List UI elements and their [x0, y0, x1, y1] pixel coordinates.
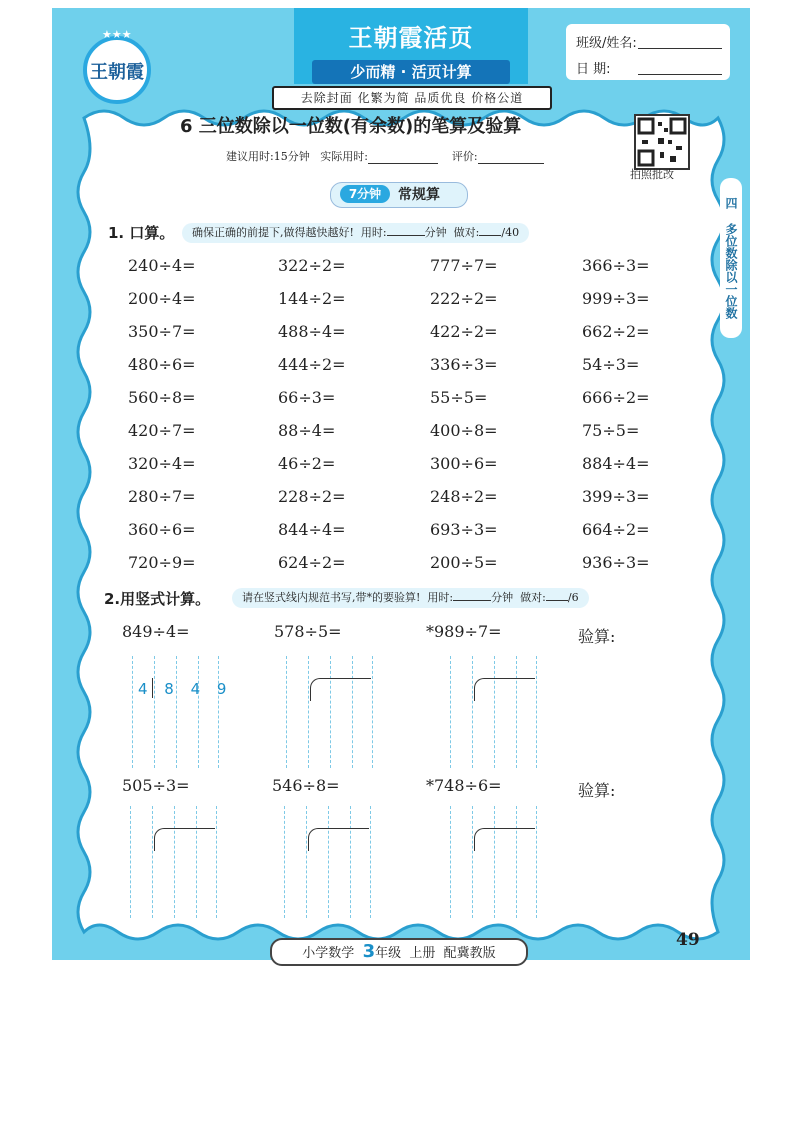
oral-problem: 46÷2= — [278, 454, 336, 473]
section1-heading: 1. 口算。 — [108, 224, 175, 242]
example-digits: 4 8 4 9 — [138, 680, 233, 698]
page-number: 49 — [676, 930, 700, 950]
oral-problem: 936÷3= — [582, 553, 650, 572]
oral-problem: 75÷5= — [582, 421, 640, 440]
rating-label: 评价: — [451, 150, 478, 163]
logo-text: 王朝霞 — [90, 62, 144, 83]
division-grid[interactable] — [282, 656, 374, 768]
name-box — [566, 24, 730, 80]
oral-problem: 228÷2= — [278, 487, 346, 506]
oral-problem: 55÷5= — [430, 388, 488, 407]
oral-problem: 662÷2= — [582, 322, 650, 341]
lesson-meta — [226, 148, 544, 164]
oral-problem: 420÷7= — [128, 421, 196, 440]
column-problem: 849÷4= — [122, 622, 190, 641]
oral-problem: 720÷9= — [128, 553, 196, 572]
oral-problem: 488÷4= — [278, 322, 346, 341]
oral-problem: 444÷2= — [278, 355, 346, 374]
oral-problem: 777÷7= — [430, 256, 498, 275]
division-grid[interactable] — [280, 806, 372, 918]
brand-slogan: 少而精 · 活页计算 — [312, 60, 510, 84]
brand-logo — [58, 20, 176, 104]
oral-problem: 54÷3= — [582, 355, 640, 374]
oral-problem: 399÷3= — [582, 487, 650, 506]
tag-time: 7分钟 — [340, 185, 390, 203]
oral-problem: 884÷4= — [582, 454, 650, 473]
footer-badge: 小学数学 3年级 上册 配冀教版 — [270, 938, 528, 966]
division-grid[interactable] — [446, 656, 538, 768]
oral-problem: 693÷3= — [430, 520, 498, 539]
oral-problem: 280÷7= — [128, 487, 196, 506]
date-field[interactable] — [638, 74, 722, 75]
oral-problem: 560÷8= — [128, 388, 196, 407]
oral-problem: 300÷6= — [430, 454, 498, 473]
oral-problem: 200÷4= — [128, 289, 196, 308]
oral-problem: 240÷4= — [128, 256, 196, 275]
oral-problem: 320÷4= — [128, 454, 196, 473]
oral-problem: 844÷4= — [278, 520, 346, 539]
lesson-title: 6 三位数除以一位数(有余数)的笔算及验算 — [180, 116, 522, 137]
oral-problem: 999÷3= — [582, 289, 650, 308]
chapter-side-tab: 四 多位数除以一位数 — [720, 178, 742, 338]
tag-text: 常规算 — [398, 187, 440, 203]
oral-problem: 200÷5= — [430, 553, 498, 572]
oral-problem: 322÷2= — [278, 256, 346, 275]
section2-heading: 2.用竖式计算。 — [104, 590, 211, 608]
oral-problem: 336÷3= — [430, 355, 498, 374]
column-problem: *748÷6= — [426, 776, 502, 795]
brand-ribbon: 去除封面 化繁为简 品质优良 价格公道 — [272, 86, 552, 110]
practice-tag — [322, 182, 474, 206]
oral-problem: 422÷2= — [430, 322, 498, 341]
column-problem: 578÷5= — [274, 622, 342, 641]
actual-time-label: 实际用时: — [320, 150, 368, 163]
check-label: 验算: — [578, 627, 616, 646]
column-problem: 546÷8= — [272, 776, 340, 795]
oral-problem: 66÷3= — [278, 388, 336, 407]
svg-text:★★★: ★★★ — [102, 28, 132, 41]
column-problem: 505÷3= — [122, 776, 190, 795]
section1-tip: 确保正确的前提下,做得越快越好! 用时: 分钟 做对: /40 — [182, 223, 529, 243]
oral-problem: 624÷2= — [278, 553, 346, 572]
check-label: 验算: — [578, 781, 616, 800]
oral-problem: 222÷2= — [430, 289, 498, 308]
oral-problem: 144÷2= — [278, 289, 346, 308]
rating-field[interactable] — [478, 153, 544, 164]
oral-problem: 666÷2= — [582, 388, 650, 407]
column-problem: *989÷7= — [426, 622, 502, 641]
division-grid[interactable] — [446, 806, 538, 918]
oral-problem: 360÷6= — [128, 520, 196, 539]
section2-tip: 请在竖式线内规范书写,带*的要验算! 用时: 分钟 做对: /6 — [232, 588, 589, 608]
name-field[interactable] — [638, 48, 722, 49]
oral-problem: 248÷2= — [430, 487, 498, 506]
oral-problem: 350÷7= — [128, 322, 196, 341]
oral-problem: 480÷6= — [128, 355, 196, 374]
date-label: 日 期: — [576, 62, 611, 77]
brand-banner — [294, 8, 528, 84]
qr-code[interactable] — [634, 114, 690, 170]
division-grid[interactable] — [126, 806, 218, 918]
suggest-time: 建议用时:15分钟 — [226, 150, 310, 163]
actual-time-field[interactable] — [368, 153, 438, 164]
oral-problem: 664÷2= — [582, 520, 650, 539]
oral-problem: 88÷4= — [278, 421, 336, 440]
brand-title: 王朝霞活页 — [348, 24, 474, 52]
oral-problem: 366÷3= — [582, 256, 650, 275]
name-label: 班级/姓名: — [576, 36, 637, 51]
qr-label: 拍照批改 — [630, 168, 674, 181]
division-grid[interactable] — [128, 656, 220, 768]
oral-problem: 400÷8= — [430, 421, 498, 440]
